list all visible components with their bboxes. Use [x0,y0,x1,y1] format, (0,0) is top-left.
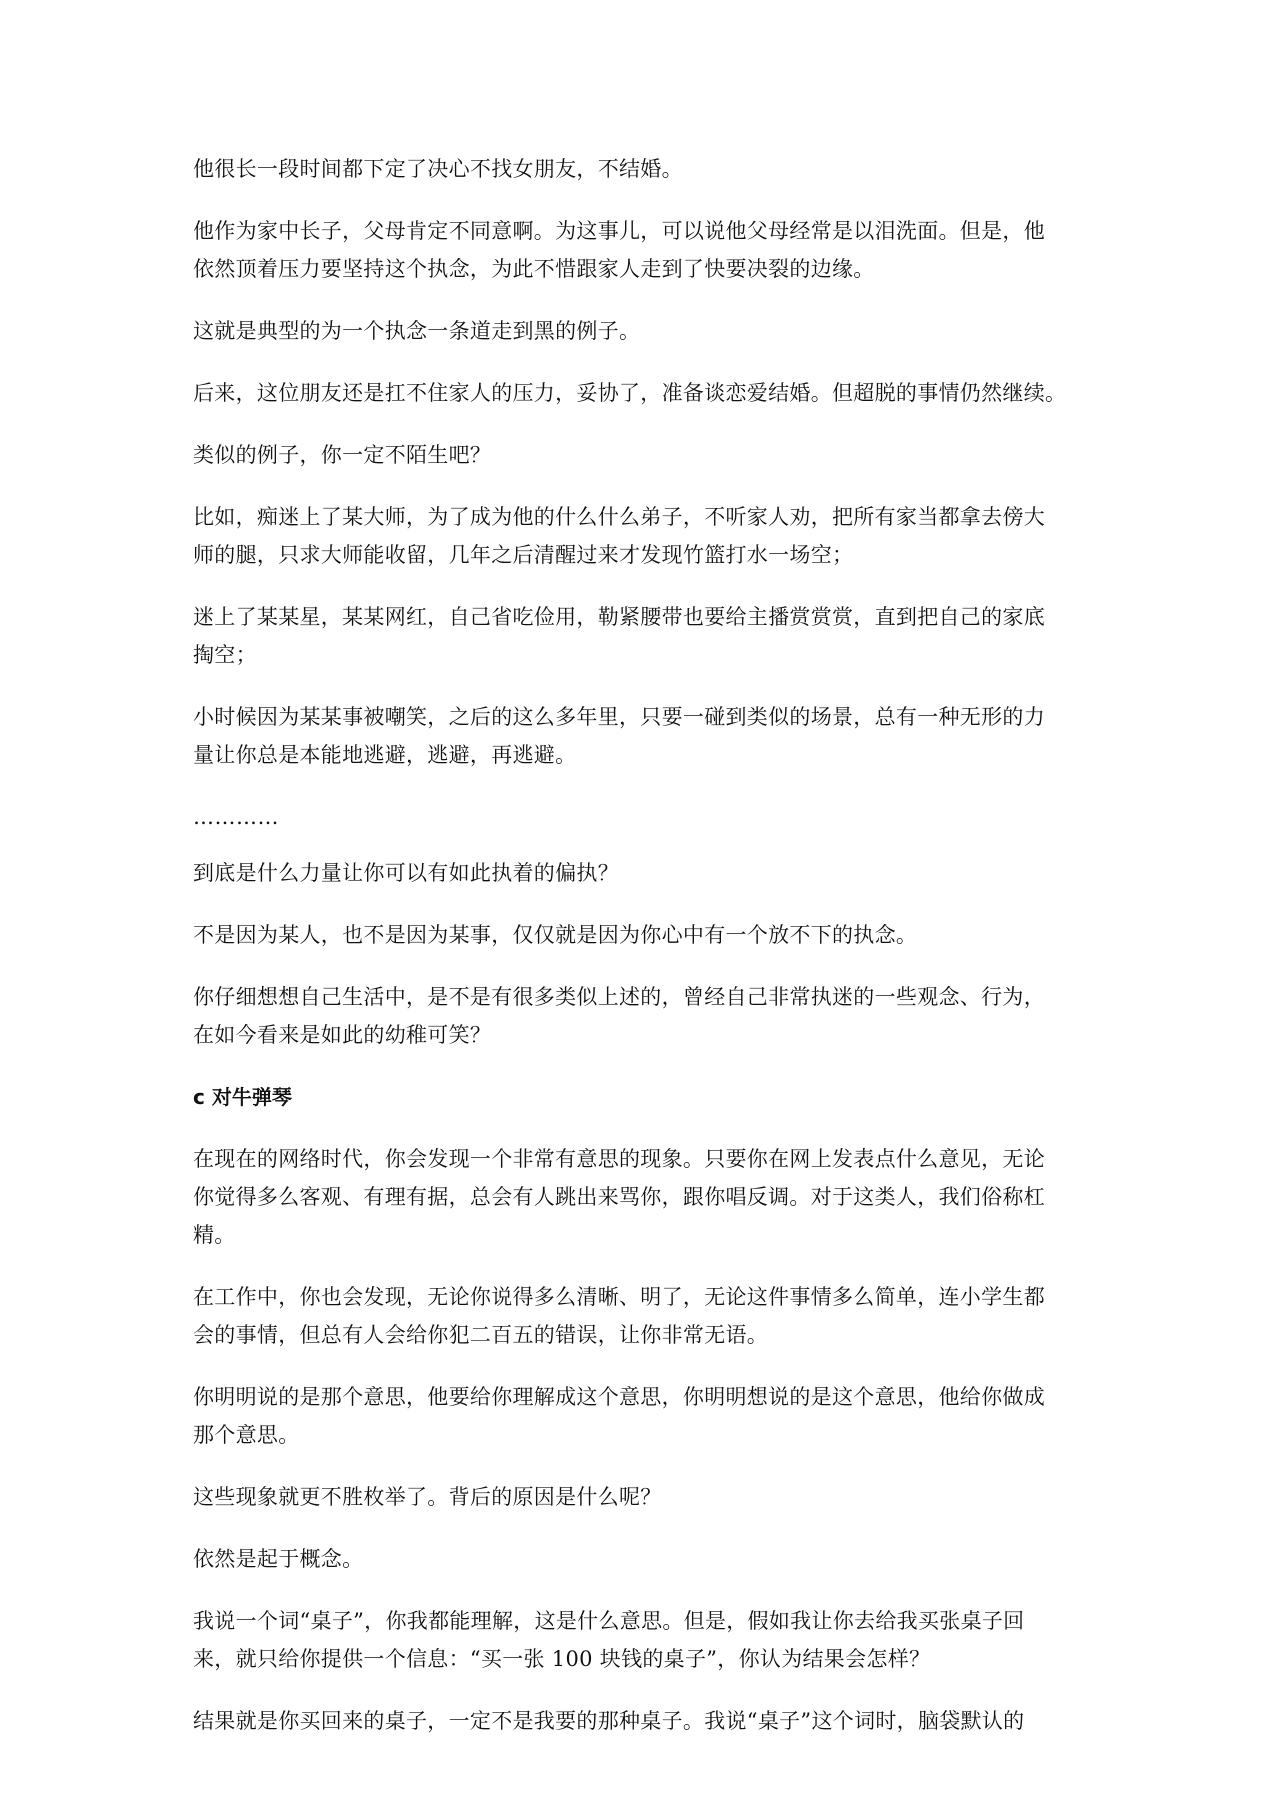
paragraph-line: 依然是起于概念。 [193,1547,364,1571]
section-heading: c 对牛弹琴 [193,1085,292,1109]
paragraph [193,150,1085,188]
paragraph [193,498,1085,574]
paragraph-line: 量让你总是本能地逃避，逃避，再逃避。 [193,743,577,767]
paragraph [193,598,1085,674]
paragraph-line: 到底是什么力量让你可以有如此执着的偏执？ [193,861,619,885]
paragraph-line: 你明明说的是那个意思，他要给你理解成这个意思，你明明想说的是这个意思，他给你做成 [193,1385,1045,1409]
paragraph [193,312,1085,350]
paragraph-line: 类似的例子，你一定不陌生吧？ [193,443,492,467]
paragraph [193,1702,1085,1740]
paragraph [193,1602,1085,1678]
paragraph-line: 这些现象就更不胜枚举了。背后的原因是什么呢？ [193,1485,662,1509]
paragraph-line: 掏空； [193,643,257,667]
paragraph-line: 依然顶着压力要坚持这个执念，为此不惜跟家人走到了快要决裂的边缘。 [193,257,875,281]
document-page [193,150,1085,1764]
paragraph-line: 精。 [193,1223,236,1247]
paragraph [193,212,1085,288]
paragraph-line: 不是因为某人，也不是因为某事，仅仅就是因为你心中有一个放不下的执念。 [193,923,918,947]
paragraph [193,1478,1085,1516]
paragraph-line: 那个意思。 [193,1423,300,1447]
paragraph-line: 小时候因为某某事被嘲笑，之后的这么多年里，只要一碰到类似的场景，总有一种无形的力 [193,705,1045,729]
paragraph-line: 在工作中，你也会发现，无论你说得多么清晰、明了，无论这件事情多么简单，连小学生都 [193,1285,1045,1309]
paragraph-line: 这就是典型的为一个执念一条道走到黑的例子。 [193,319,641,343]
paragraph-group-a [193,150,1085,774]
paragraph-line: 你觉得多么客观、有理有据，总会有人跳出来骂你，跟你唱反调。对于这类人，我们俗称杠 [193,1185,1045,1209]
paragraph [193,1540,1085,1578]
paragraph-group-c [193,1140,1085,1740]
paragraph-line: 结果就是你买回来的桌子，一定不是我要的那种桌子。我说“桌子”这个词时，脑袋默认的 [193,1709,1025,1733]
paragraph-group-b [193,854,1085,1054]
paragraph-line: 比如，痴迷上了某大师，为了成为他的什么什么弟子，不听家人劝，把所有家当都拿去傍大 [193,505,1045,529]
paragraph [193,1278,1085,1354]
ellipsis-separator: ………… [193,805,279,829]
paragraph-line: 迷上了某某星，某某网红，自己省吃俭用，勒紧腰带也要给主播赏赏赏，直到把自己的家底 [193,605,1045,629]
paragraph [193,916,1085,954]
paragraph-line: 你仔细想想自己生活中，是不是有很多类似上述的，曾经自己非常执迷的一些观念、行为， [193,985,1045,1009]
paragraph-line: 后来，这位朋友还是扛不住家人的压力，妥协了，准备谈恋爱结婚。但超脱的事情仍然继续。 [193,381,1067,405]
paragraph-line: 他作为家中长子，父母肯定不同意啊。为这事儿，可以说他父母经常是以泪洗面。但是，他 [193,219,1045,243]
paragraph-line: 师的腿，只求大师能收留，几年之后清醒过来才发现竹篮打水一场空； [193,543,854,567]
paragraph-line: 他很长一段时间都下定了决心不找女朋友，不结婚。 [193,157,683,181]
paragraph [193,1140,1085,1254]
paragraph-line: 来，就只给你提供一个信息：“买一张 100 块钱的桌子”，你认为结果会怎样？ [193,1647,931,1671]
paragraph-line: 在现在的网络时代，你会发现一个非常有意思的现象。只要你在网上发表点什么意见，无论 [193,1147,1045,1171]
paragraph [193,978,1085,1054]
paragraph [193,854,1085,892]
paragraph [193,698,1085,774]
paragraph-line: 在如今看来是如此的幼稚可笑？ [193,1023,492,1047]
paragraph-line: 会的事情，但总有人会给你犯二百五的错误，让你非常无语。 [193,1323,769,1347]
paragraph [193,1378,1085,1454]
paragraph-line: 我说一个词“桌子”，你我都能理解，这是什么意思。但是，假如我让你去给我买张桌子回 [193,1609,1025,1633]
paragraph [193,436,1085,474]
paragraph [193,374,1085,412]
